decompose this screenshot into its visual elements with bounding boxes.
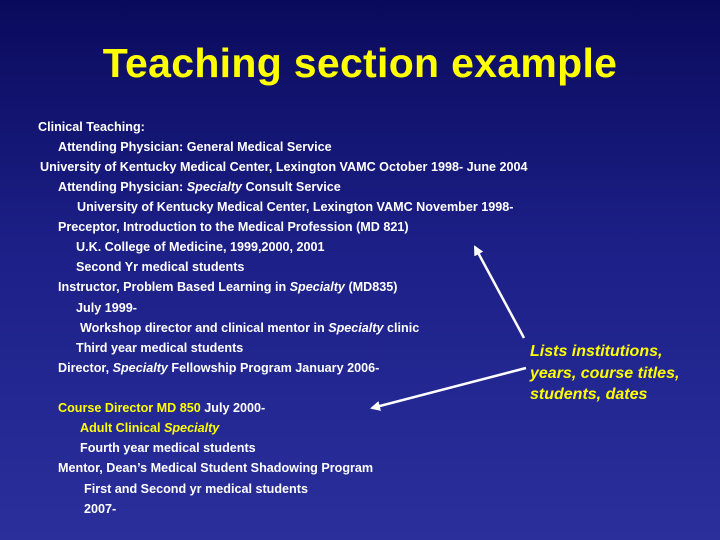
text-span: U.K. College of Medicine, 1999,2000, 2001 (76, 240, 325, 254)
text-span: Consult Service (242, 180, 341, 194)
callout-note (530, 341, 679, 406)
arrow-to-course-director (372, 368, 526, 408)
text-span: Preceptor, Introduction to the Medical Profession (MD 821) (58, 220, 409, 234)
text-span: Adult Clinical (80, 421, 164, 435)
arrow-to-institutions (475, 247, 524, 338)
text-span: 2007- (84, 502, 117, 516)
callout-line: years, course titles, (530, 364, 680, 382)
specialty-placeholder: Specialty (163, 421, 220, 435)
text-span: First and Second yr medical students (84, 482, 308, 496)
text-span: Attending Physician: General Medical Service (58, 140, 332, 154)
specialty-placeholder: Specialty (186, 180, 243, 194)
slide-title: Teaching section example (102, 40, 618, 86)
text-span: Attending Physician: (58, 180, 187, 194)
specialty-placeholder: Specialty (289, 280, 345, 294)
text-span: University of Kentucky Medical Center, Lexington VAMC October 1998- June 2004 (40, 160, 528, 174)
text-span: Director, (58, 361, 113, 375)
text-span: July 2000- (204, 401, 266, 415)
text-span: Mentor, Dean’s Medical Student Shadowing Program (58, 461, 374, 475)
text-span: Fourth year medical students (80, 441, 256, 455)
text-span: Instructor, Problem Based Learning in (58, 280, 290, 294)
text-span: Course Director MD 850 (58, 401, 205, 415)
text-span: Workshop director and clinical mentor in (80, 321, 329, 335)
text-span: Fellowship Program January 2006- (167, 361, 380, 375)
text-span: Second Yr medical students (76, 260, 245, 274)
specialty-placeholder: Specialty (328, 321, 384, 335)
specialty-placeholder: Specialty (112, 361, 168, 375)
text-span: July 1999- (76, 301, 137, 315)
callout-line: students, dates (530, 386, 648, 403)
text-span: University of Kentucky Medical Center, Lexington VAMC November 1998- (77, 200, 514, 214)
text-span: Third year medical students (76, 341, 244, 355)
text-span: (MD835) (344, 280, 398, 294)
text-span: clinic (383, 321, 420, 335)
text-span: Clinical Teaching: (38, 120, 145, 134)
callout-line: Lists institutions, (530, 343, 663, 360)
